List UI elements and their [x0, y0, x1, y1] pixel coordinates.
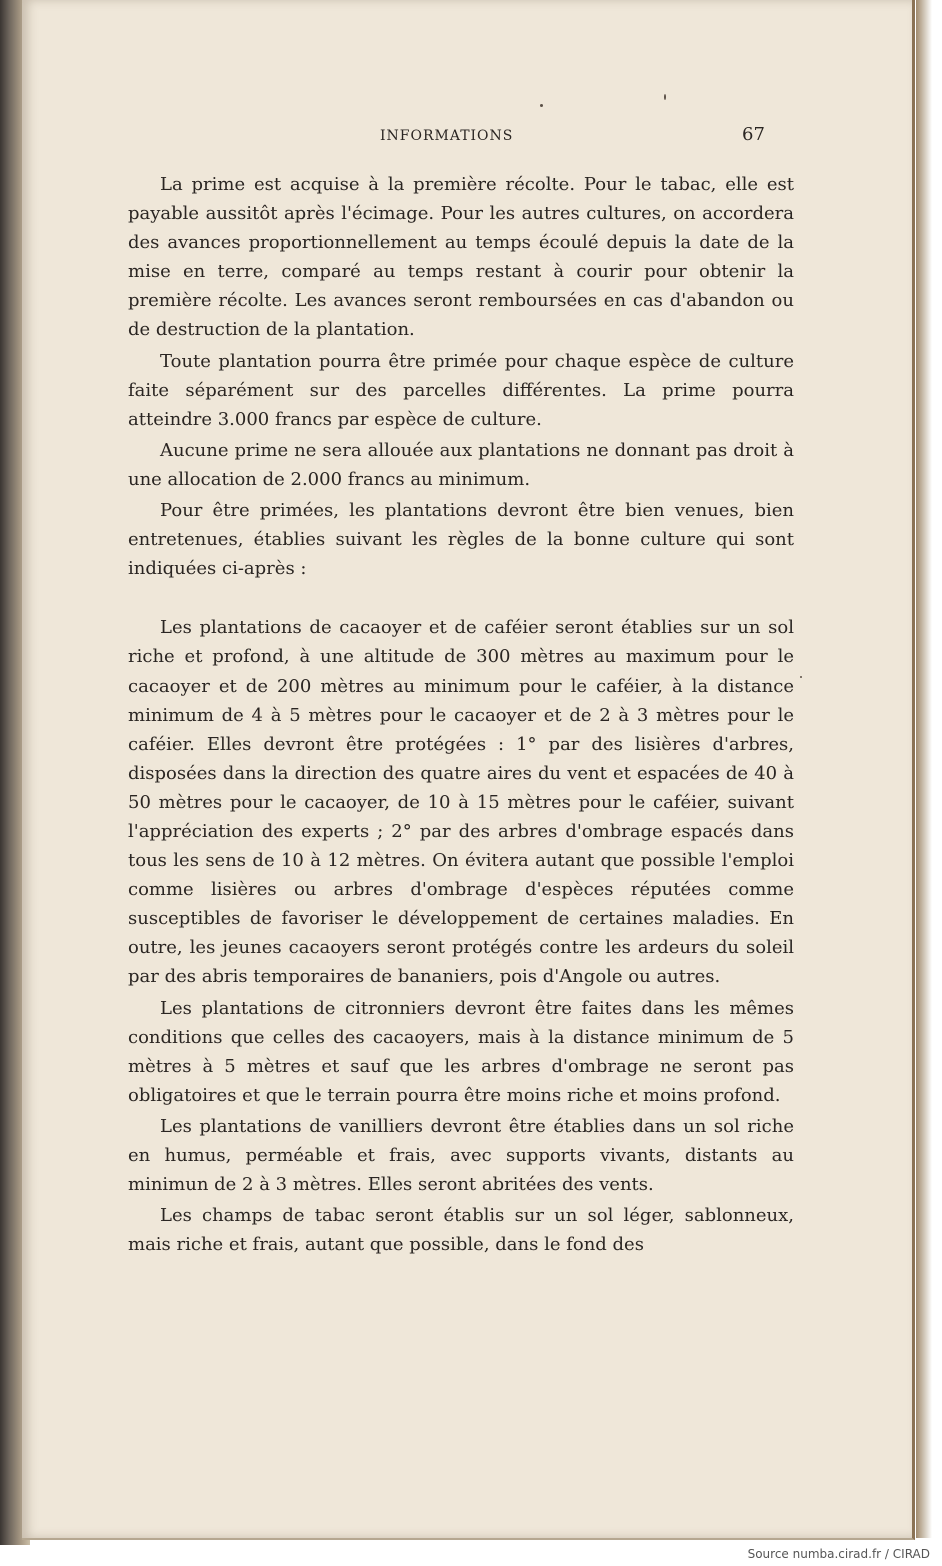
running-head: INFORMATIONS	[380, 128, 514, 144]
print-speck	[800, 676, 802, 678]
body-text	[128, 170, 794, 1259]
print-speck	[540, 104, 543, 107]
print-speck	[664, 94, 666, 100]
paragraph-citronniers: Les plantations de citronniers devront être faites dans les mêmes conditions que celles des cacaoyers, mais à la distance minimum de 5 mètres à 5 mètres et sauf que les arbres d'ombrage ne seront pas obligatoires et que le terrain pourra être moins riche et moins profond.	[128, 997, 794, 1106]
page-edge-shadow	[916, 0, 932, 1538]
paragraph-tabac: Les champs de tabac seront établis sur un sol léger, sablonneux, mais riche et frais, autant que possible, dans le fond des	[128, 1205, 794, 1256]
paragraph-cacaoyer-cafeier: Les plantations de cacaoyer et de caféier seront établies sur un sol riche et profond, à une altitude de 300 mètres au maximum pour le cacaoyer et de 200 mètres au minimum pour le caféier, à la distance minimum de 4 à 5 mètres pour le cacaoyer et de 2 à 3 mètres pour le caféier. Elles devront être protégées : 1° par des lisières d'arbres, disposées dans la direction des quatre aires du vent et espacées de 40 à 50 mètres pour le cacaoyer, de 10 à 15 mètres pour le caféier, suivant l'appréciation des experts ; 2° par des arbres d'ombrage espacés dans tous les sens de 10 à 12 mètres. On évitera autant que possible l'emploi comme lisières ou arbres d'ombrage d'espèces réputées comme susceptibles de favoriser le développement de certaines maladies. En outre, les jeunes cacaoyers seront protégés contre les ardeurs du soleil par des abris temporaires de bananiers, pois d'Angole ou autres.	[128, 617, 794, 988]
paragraph-prime-recolte: La prime est acquise à la première récolte. Pour le tabac, elle est payable aussitôt après l'écimage. Pour les autres cultures, on accordera des avances proportionnellement au temps écoulé depuis la date de la mise en terre, comparé au temps restant à courir pour obtenir la première récolte. Les avances seront remboursées en cas d'abandon ou de destruction de la plantation.	[128, 174, 794, 341]
paragraph-aucune-prime: Aucune prime ne sera allouée aux plantations ne donnant pas droit à une allocation de 2.000 francs au minimum.	[128, 439, 794, 490]
source-caption: Source numba.cirad.fr / CIRAD	[747, 1547, 930, 1561]
book-page	[22, 0, 915, 1540]
paragraph-regles-culture: Pour être primées, les plantations devront être bien venues, bien entretenues, établies suivant les règles de la bonne culture qui sont indiquées ci-après :	[128, 500, 794, 580]
page-number: 67	[742, 124, 765, 145]
paragraph-plantation-primee: Toute plantation pourra être primée pour chaque espèce de culture faite séparément sur des parcelles différentes. La prime pourra atteindre 3.000 francs par espèce de culture.	[128, 350, 794, 430]
paragraph-vanilliers: Les plantations de vanilliers devront être établies dans un sol riche en humus, perméable et frais, avec supports vivants, distants au minimun de 2 à 3 mètres. Elles seront abritées des vents.	[128, 1115, 794, 1196]
